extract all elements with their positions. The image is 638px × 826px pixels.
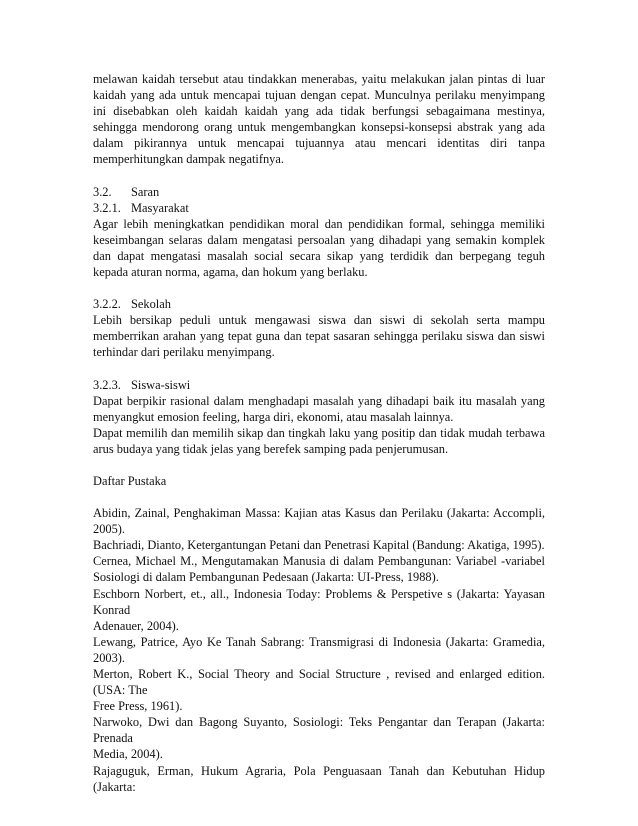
- section-number: 3.2.: [93, 184, 112, 199]
- subsection-number: 3.2.1.: [93, 200, 121, 215]
- bibliography-list: [93, 505, 545, 795]
- bibliography-entry: Eschborn Norbert, et., all., Indonesia Today: Problems & Perspetive s (Jakarta: Yayasan Konrad: [93, 586, 545, 617]
- bibliography-entry: Cernea, Michael M., Mengutamakan Manusia di dalam Pembangunan: Variabel -variabel Sosiologi di dalam Pembangunan Pedesaan (Jakarta: UI-Press, 1988).: [93, 554, 545, 585]
- subsection-title: Siswa-siswi: [131, 377, 191, 392]
- subsection-title: Sekolah: [131, 297, 171, 312]
- siswa-paragraph-1: Dapat berpikir rasional dalam menghadapi masalah yang dihadapi baik itu masalah yang menyangkut emosion feeling, harga diri, ekonomi, atau masalah lainnya.: [93, 393, 545, 424]
- subsection-number: 3.2.2.: [93, 297, 121, 312]
- subsection-title: Masyarakat: [131, 200, 189, 215]
- section-heading-saran: [93, 184, 545, 200]
- bibliography-entry: Rajaguguk, Erman, Hukum Agraria, Pola Penguasaan Tanah dan Kebutuhan Hidup (Jakarta:: [93, 763, 545, 794]
- page-content: [93, 71, 545, 795]
- bibliography-entry: Narwoko, Dwi dan Bagong Suyanto, Sosiologi: Teks Pengantar dan Terapan (Jakarta: Prenada: [93, 715, 545, 746]
- subsection-heading-sekolah: [93, 296, 545, 312]
- subsection-heading-masyarakat: [93, 200, 545, 216]
- bibliography-entry: Bachriadi, Dianto, Ketergantungan Petani dan Penetrasi Kapital (Bandung: Akatiga, 1995).: [93, 538, 545, 553]
- bibliography-title: Daftar Pustaka: [93, 473, 167, 488]
- bibliography-entry: Merton, Robert K., Social Theory and Social Structure , revised and enlarged edition. (USA: The: [93, 667, 545, 698]
- intro-paragraph: melawan kaidah tersebut atau tindakkan menerabas, yaitu melakukan jalan pintas di luar kaidah yang ada untuk mencapai tujuan dengan cepat. Munculnya perilaku menyimpang ini disebabkan oleh kaidah kaidah yang ada tidak berfungsi sebagaimana mestinya, sehingga mendorong orang untuk mengembangkan konsepsi-konsepsi abstrak yang ada dalam pikirannya untuk mencapai tujuannya atau mencari identitas diri tanpa memperhitungkan dampak negatifnya.: [93, 72, 545, 167]
- bibliography-entry: Media, 2004).: [93, 747, 163, 762]
- subsection-number: 3.2.3.: [93, 377, 121, 392]
- bibliography-entry: Lewang, Patrice, Ayo Ke Tanah Sabrang: Transmigrasi di Indonesia (Jakarta: Gramedia, 2003).: [93, 634, 545, 665]
- bibliography-entry: Free Press, 1961).: [93, 699, 183, 714]
- bibliography-entry: Abidin, Zainal, Penghakiman Massa: Kajian atas Kasus dan Perilaku (Jakarta: Accompli, 2005).: [93, 506, 545, 537]
- masyarakat-paragraph: Agar lebih meningkatkan pendidikan moral dan pendidikan formal, sehingga memiliki keseimbangan selaras dalam mengatasi persoalan yang dihadapi yang semakin komplek dan dapat mengatasi masalah social secara sikap yang terdidik dan berpegang teguh kepada aturan norma, agama, dan hokum yang berlaku.: [93, 216, 545, 280]
- section-title: Saran: [131, 184, 160, 199]
- bibliography-entry: Adenauer, 2004).: [93, 618, 179, 633]
- siswa-paragraph-2: Dapat memilih dan memilih sikap dan tingkah laku yang positip dan tidak mudah terbawa arus budaya yang tidak jelas yang berefek samping pada penjerumusan.: [93, 425, 545, 456]
- subsection-heading-siswa: [93, 377, 545, 393]
- sekolah-paragraph: Lebih bersikap peduli untuk mengawasi siswa dan siswi di sekolah serta mampu memberrikan arahan yang tepat guna dan tepat sasaran sehingga perilaku siswa dan siswi terhindar dari perilaku menyimpang.: [93, 313, 545, 360]
